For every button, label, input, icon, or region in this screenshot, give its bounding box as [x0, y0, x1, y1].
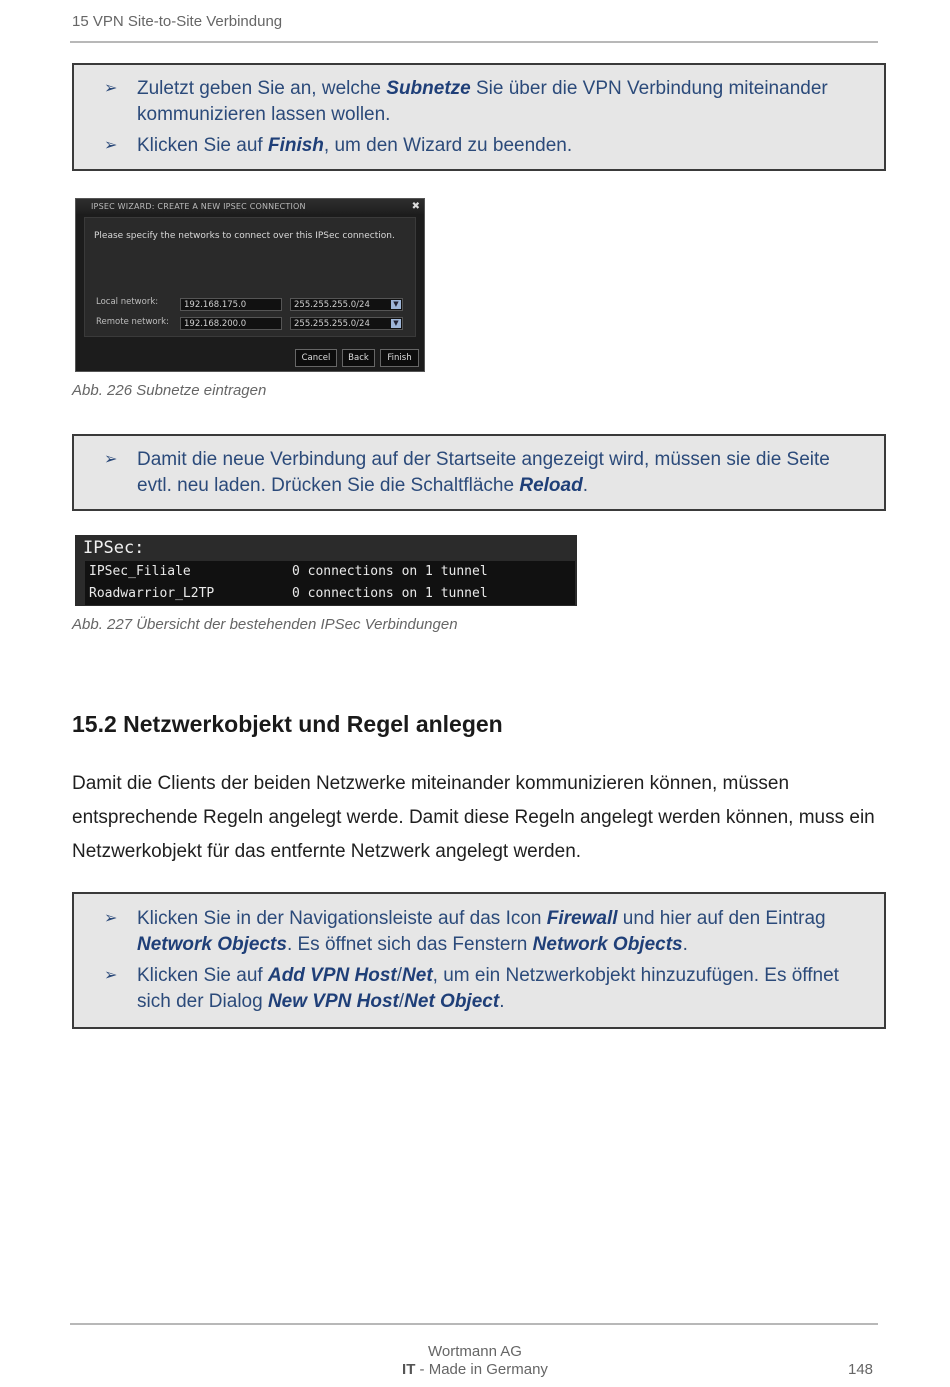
connection-status: 0 connections on 1 tunnel	[292, 586, 488, 601]
remote-ip-field: 192.168.200.0	[180, 317, 282, 330]
ipsec-heading: IPSec:	[83, 538, 145, 558]
figure-caption-226: Abb. 226 Subnetze eintragen	[72, 382, 267, 399]
arrow-bullet-icon: ➢	[104, 451, 118, 468]
footer-company: Wortmann AG	[428, 1343, 522, 1360]
arrow-bullet-icon: ➢	[104, 910, 118, 927]
chevron-down-icon: ▼	[391, 319, 401, 328]
running-header: 15 VPN Site-to-Site Verbindung	[72, 13, 283, 30]
header-rule	[70, 41, 878, 43]
back-button: Back	[342, 349, 375, 367]
local-network-label: Local network:	[96, 297, 159, 307]
instruction-item: ➢ Zuletzt geben Sie an, welche Subnetze Sie über die VPN Verbindung miteinander kommunizieren lassen wollen.	[104, 76, 864, 128]
chevron-down-icon: ▼	[391, 300, 401, 309]
ipsec-table	[85, 561, 575, 605]
figure-caption-227: Abb. 227 Übersicht der bestehenden IPSec Verbindungen	[72, 616, 458, 633]
instruction-item: ➢ Klicken Sie in der Navigationsleiste auf das Icon Firewall und hier auf den Eintrag Network Objects. Es öffnet sich das Fenstern Network Objects.	[104, 906, 864, 958]
wizard-title: IPSEC WIZARD: CREATE A NEW IPSEC CONNECTION	[76, 199, 424, 214]
ipsec-overview-screenshot	[75, 535, 577, 606]
ipsec-wizard-screenshot	[75, 198, 425, 372]
arrow-bullet-icon: ➢	[104, 137, 118, 154]
instruction-box-2	[72, 434, 886, 511]
instruction-box-3	[72, 892, 886, 1029]
connection-name: IPSec_Filiale	[89, 564, 191, 579]
section-heading: 15.2 Netzwerkobjekt und Regel anlegen	[72, 711, 503, 737]
cancel-button: Cancel	[295, 349, 337, 367]
connection-status: 0 connections on 1 tunnel	[292, 564, 488, 579]
local-mask-select: 255.255.255.0/24 ▼	[290, 298, 403, 311]
finish-button: Finish	[380, 349, 419, 367]
connection-name: Roadwarrior_L2TP	[89, 586, 215, 601]
instruction-item: ➢ Klicken Sie auf Add VPN Host/Net, um ein Netzwerkobjekt hinzuzufügen. Es öffnet sich der Dialog New VPN Host/Net Object.	[104, 963, 864, 1015]
arrow-bullet-icon: ➢	[104, 967, 118, 984]
footer-tagline: IT - Made in Germany	[402, 1361, 548, 1378]
wizard-intro: Please specify the networks to connect over this IPSec connection.	[94, 231, 395, 241]
remote-mask-select: 255.255.255.0/24 ▼	[290, 317, 403, 330]
close-icon: ✖	[411, 201, 420, 212]
wizard-body	[84, 217, 416, 337]
instruction-item: ➢ Klicken Sie auf Finish, um den Wizard zu beenden.	[104, 133, 864, 159]
page-number: 148	[848, 1361, 874, 1378]
instruction-item: ➢ Damit die neue Verbindung auf der Startseite angezeigt wird, müssen sie die Seite evtl. neu laden. Drücken Sie die Schaltfläche Reload.	[104, 447, 864, 499]
remote-network-label: Remote network:	[96, 317, 169, 327]
footer-rule	[70, 1323, 878, 1325]
instruction-box-1	[72, 63, 886, 171]
arrow-bullet-icon: ➢	[104, 80, 118, 97]
body-paragraph: Damit die Clients der beiden Netzwerke miteinander kommunizieren können, müssen entsprechende Regeln angelegt werde. Damit diese Regeln angelegt werden können, muss ein Netzwerkobjekt für das entfernte Netzwerk angelegt werden.	[72, 773, 875, 862]
local-ip-field: 192.168.175.0	[180, 298, 282, 311]
